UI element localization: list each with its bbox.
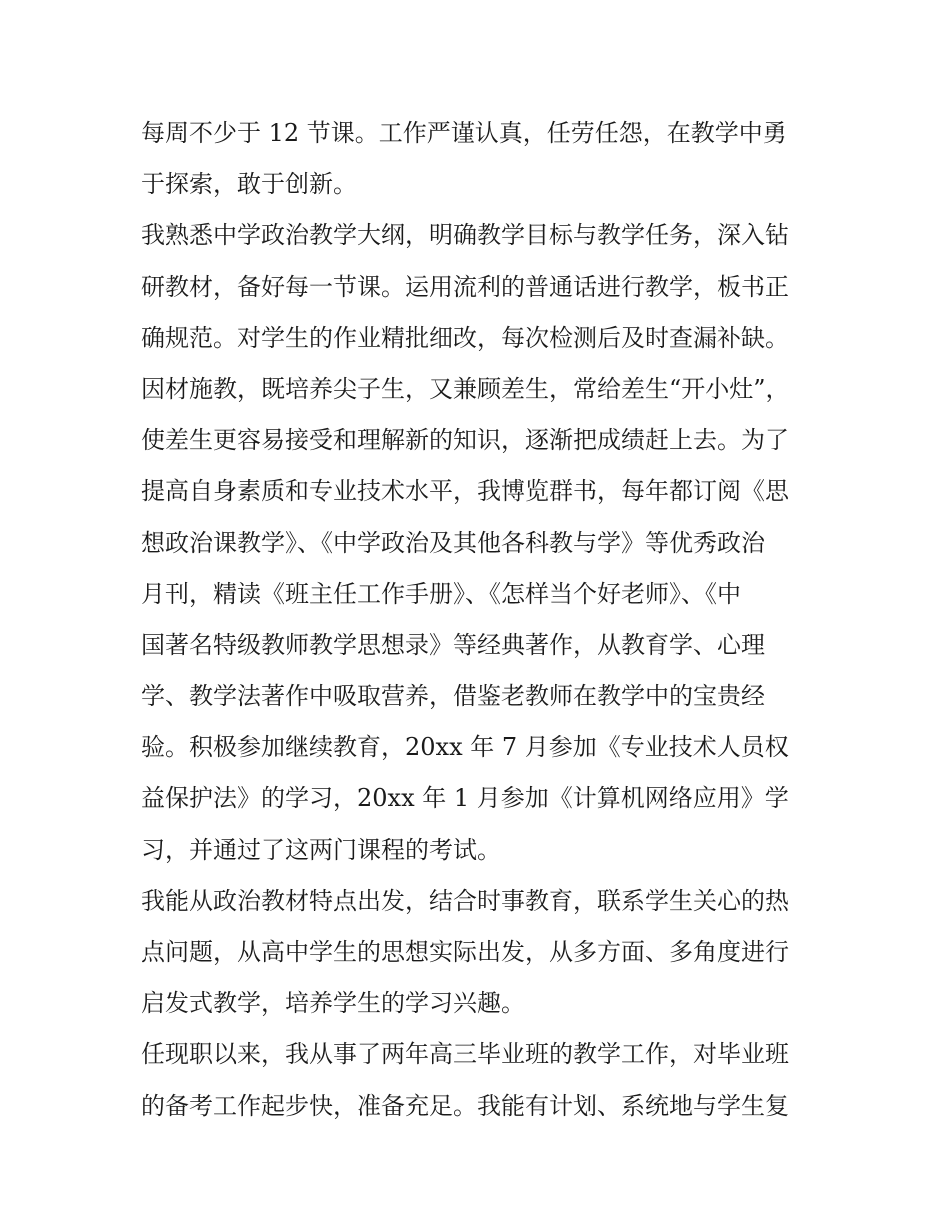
- text-line: 研教材，备好每一节课。运用流利的普通话进行教学，板书正: [141, 272, 789, 301]
- text-line: 提高自身素质和专业技术水平，我博览群书，每年都订阅《思: [141, 477, 789, 506]
- text-line: 益保护法》的学习，20xx 年 1 月参加《计算机网络应用》学: [141, 784, 789, 813]
- text-line: 任现职以来，我从事了两年高三毕业班的教学工作，对毕业班: [141, 1040, 789, 1069]
- text-line: 想政治课教学》、《中学政治及其他各科教与学》等优秀政治: [141, 528, 765, 557]
- text-line: 验。积极参加继续教育，20xx 年 7 月参加《专业技术人员权: [141, 733, 789, 762]
- text-line: 月刊，精读《班主任工作手册》、《怎样当个好老师》、《中: [141, 579, 741, 608]
- text-line: 学、教学法著作中吸取营养，借鉴老教师在教学中的宝贵经: [141, 682, 765, 711]
- text-line: 每周不少于 12 节课。工作严谨认真，任劳任怨，在教学中勇: [141, 119, 787, 147]
- body-text: [141, 108, 813, 1132]
- text-line: 于探索，敢于创新。: [141, 170, 357, 199]
- text-line: 确规范。对学生的作业精批细改，每次检测后及时查漏补缺。: [141, 323, 789, 352]
- text-line: 使差生更容易接受和理解新的知识，逐渐把成绩赶上去。为了: [141, 426, 789, 455]
- text-line: 的备考工作起步快，准备充足。我能有计划、系统地与学生复: [141, 1091, 789, 1120]
- text-line: 我熟悉中学政治教学大纲，明确教学目标与教学任务，深入钻: [141, 221, 789, 250]
- text-line: 习，并通过了这两门课程的考试。: [141, 835, 501, 864]
- text-line: 国著名特级教师教学思想录》等经典著作，从教育学、心理: [141, 630, 765, 659]
- text-line: 我能从政治教材特点出发，结合时事教育，联系学生关心的热: [141, 886, 789, 915]
- text-line: 点问题，从高中学生的思想实际出发，从多方面、多角度进行: [141, 938, 789, 966]
- text-line: 启发式教学，培养学生的学习兴趣。: [141, 989, 525, 1018]
- text-line: 因材施教，既培养尖子生，又兼顾差生，常给差生“开小灶”，: [141, 374, 790, 403]
